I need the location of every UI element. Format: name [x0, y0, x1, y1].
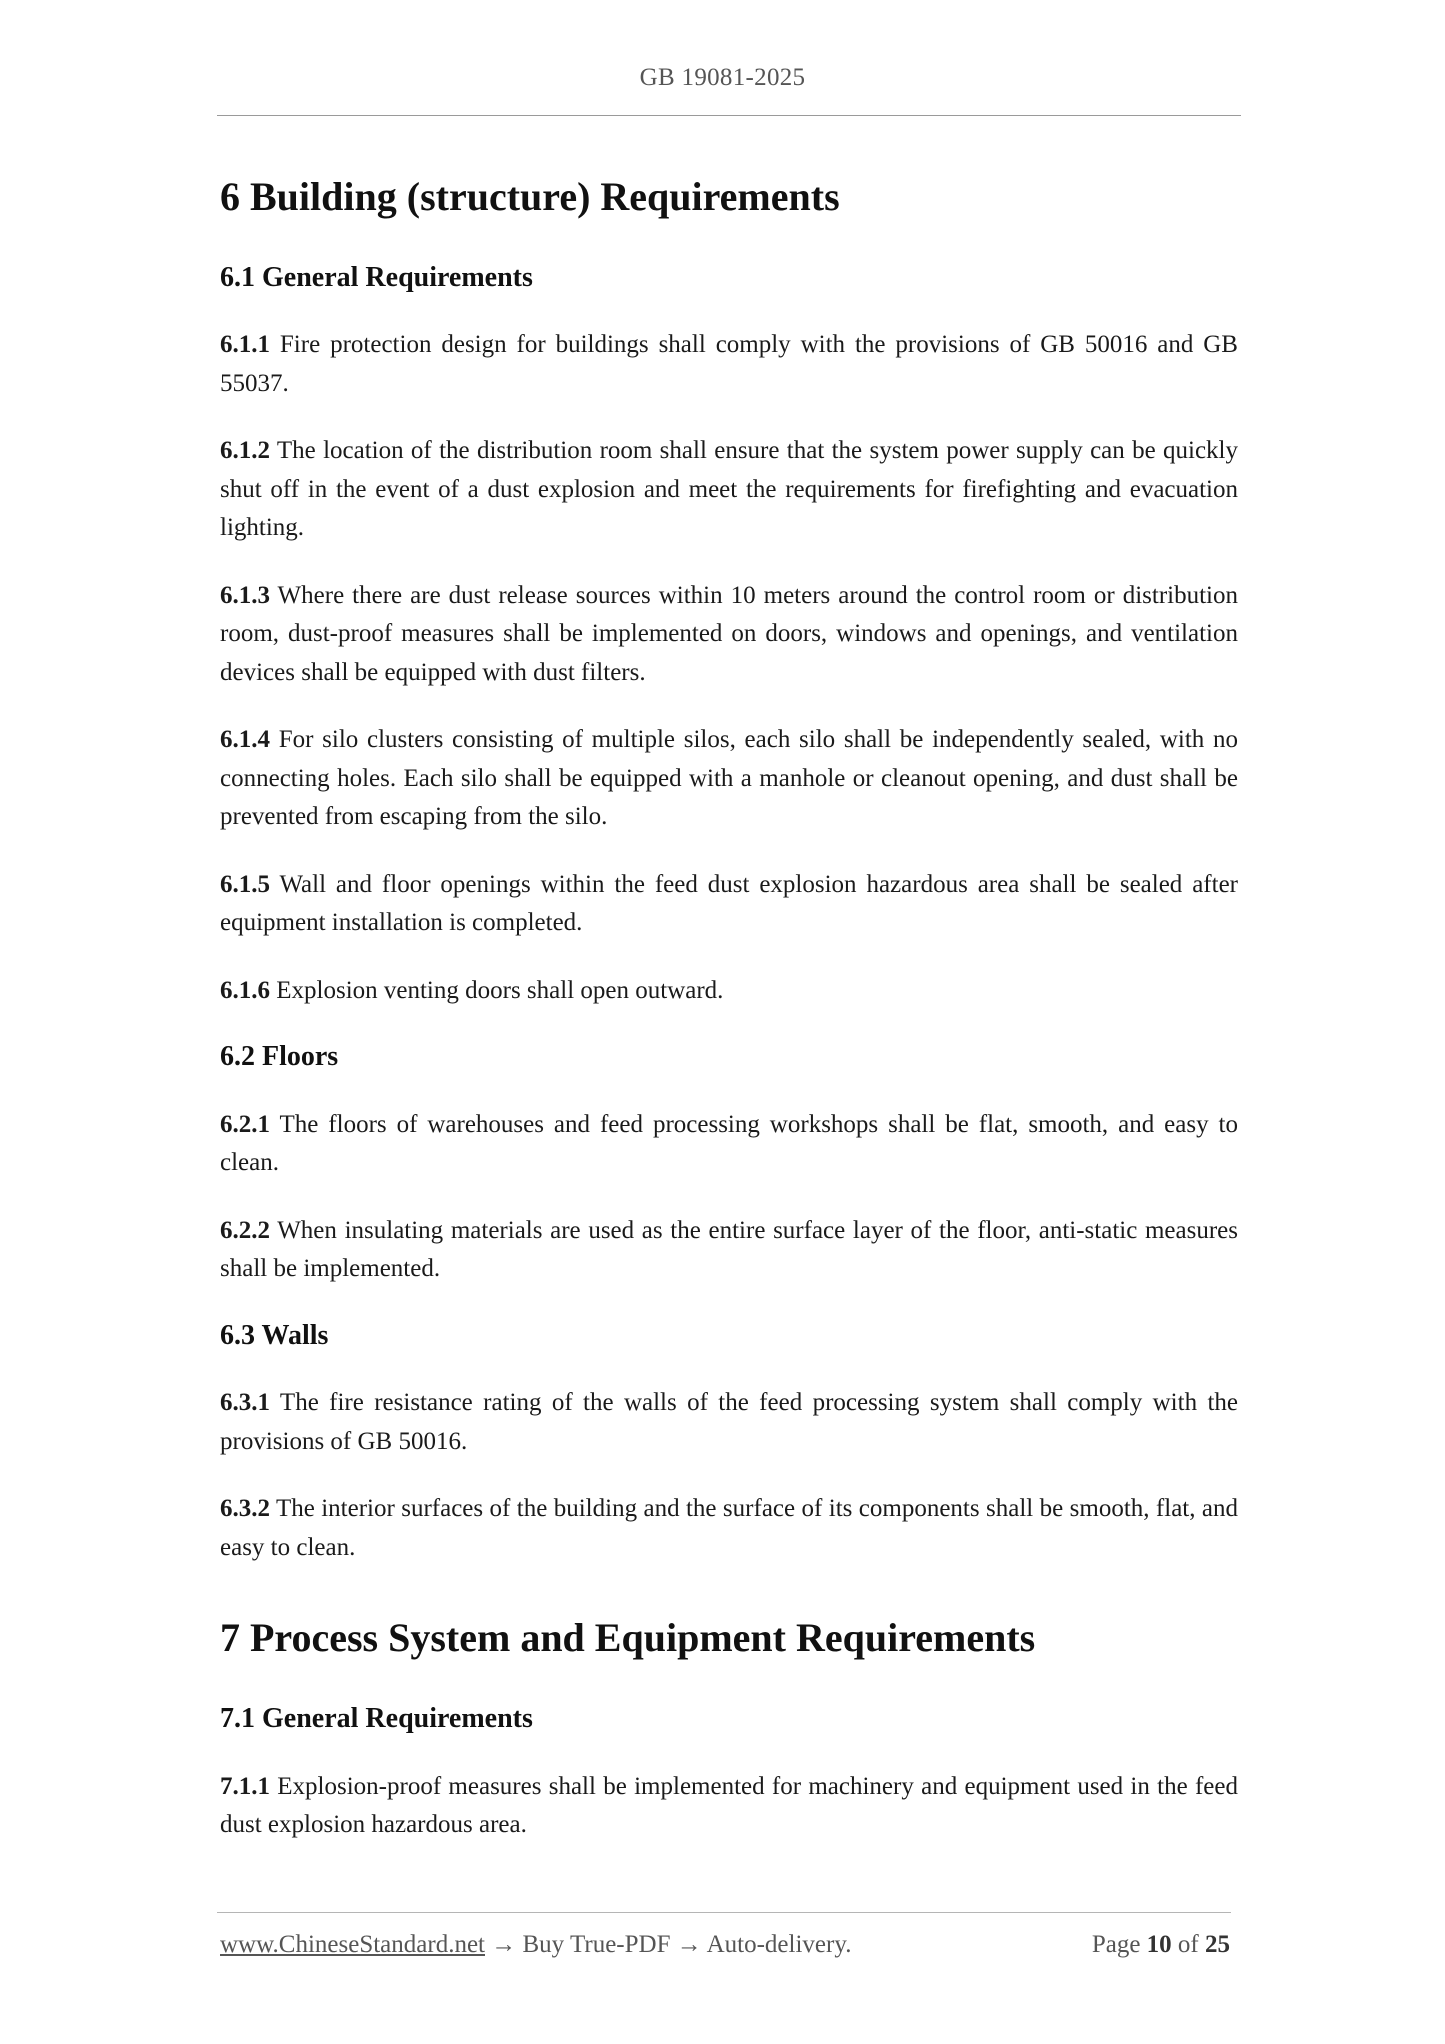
page-word: Page [1091, 1931, 1147, 1958]
clause-text: For silo clusters consisting of multiple silos, each silo shall be independently sealed, with no connecting holes. Each silo shall be equipped with a manhole or cleanout opening, and dust shall be prevented from escaping from the silo. [220, 726, 1238, 831]
clause-text: When insulating materials are used as the entire surface layer of the floor, anti-static measures shall be implemented. [220, 1216, 1238, 1283]
clause-number: 6.3.1 [220, 1389, 270, 1417]
clause-text: Fire protection design for buildings shall comply with the provisions of GB 50016 and GB 55037. [220, 331, 1238, 397]
clause-6-1-6 [220, 972, 1238, 1011]
page-content [220, 172, 1238, 1874]
clause-6-1-2 [220, 432, 1238, 548]
header-divider [217, 115, 1241, 116]
clause-number: 6.1.6 [220, 976, 270, 1004]
clause-6-2-2 [220, 1212, 1238, 1289]
section-6-3-heading: 6.3 Walls [220, 1319, 329, 1351]
clause-number: 6.1.5 [220, 870, 270, 898]
clause-number: 6.1.4 [220, 726, 270, 754]
clause-text: Explosion venting doors shall open outward. [270, 976, 724, 1004]
of-word: of [1171, 1931, 1205, 1958]
clause-6-1-3 [220, 577, 1238, 693]
clause-text: The fire resistance rating of the walls of the feed processing system shall comply with the provisions of GB 50016. [220, 1389, 1238, 1455]
clause-text: The floors of warehouses and feed processing workshops shall be flat, smooth, and easy to clean. [220, 1110, 1238, 1177]
section-7-heading: 7 Process System and Equipment Requirements [220, 1615, 1036, 1661]
clause-6-1-5 [220, 866, 1238, 943]
clause-number: 7.1.1 [220, 1772, 270, 1800]
document-header: GB 19081-2025 [639, 64, 806, 91]
clause-number: 6.2.1 [220, 1110, 270, 1138]
section-7-1-heading: 7.1 General Requirements [220, 1703, 533, 1735]
clause-text: Explosion-proof measures shall be implemented for machinery and equipment used in the feed dust explosion hazardous area. [220, 1772, 1238, 1839]
current-page-number: 10 [1146, 1931, 1172, 1958]
clause-6-3-1 [220, 1384, 1238, 1461]
section-6-2-heading: 6.2 Floors [220, 1041, 339, 1073]
clause-number: 6.1.2 [220, 437, 270, 465]
footer-promo [220, 1931, 851, 1959]
clause-text: Where there are dust release sources within 10 meters around the control room or distribution room, dust-proof measures shall be implemented on doors, windows and openings, and ventilation devices shall be equipped with dust filters. [220, 581, 1238, 686]
clause-6-1-1 [220, 326, 1238, 403]
footer-divider [217, 1912, 1231, 1913]
section-6-1-heading: 6.1 General Requirements [220, 262, 533, 293]
clause-6-3-2 [220, 1490, 1238, 1567]
site-link[interactable]: www.ChineseStandard.net [220, 1931, 485, 1958]
clause-6-1-4 [220, 721, 1238, 837]
clause-number: 6.3.2 [220, 1495, 270, 1523]
clause-text: The location of the distribution room shall ensure that the system power supply can be quickly shut off in the event of a dust explosion and meet the requirements for firefighting and evacuation lighting. [220, 437, 1238, 542]
clause-number: 6.2.2 [220, 1216, 270, 1244]
total-pages-number: 25 [1205, 1931, 1230, 1958]
clause-number: 6.1.1 [220, 331, 270, 359]
clause-number: 6.1.3 [220, 581, 270, 609]
clause-6-2-1 [220, 1106, 1238, 1183]
page-indicator [1092, 1931, 1230, 1959]
clause-text: The interior surfaces of the building and the surface of its components shall be smooth, flat, and easy to clean. [220, 1495, 1238, 1561]
footer-tagline: → Buy True-PDF → Auto-delivery. [485, 1931, 852, 1958]
clause-text: Wall and floor openings within the feed dust explosion hazardous area shall be sealed after equipment installation is completed. [220, 870, 1238, 937]
clause-7-1-1 [220, 1768, 1238, 1845]
section-6-heading: 6 Building (structure) Requirements [220, 174, 840, 219]
